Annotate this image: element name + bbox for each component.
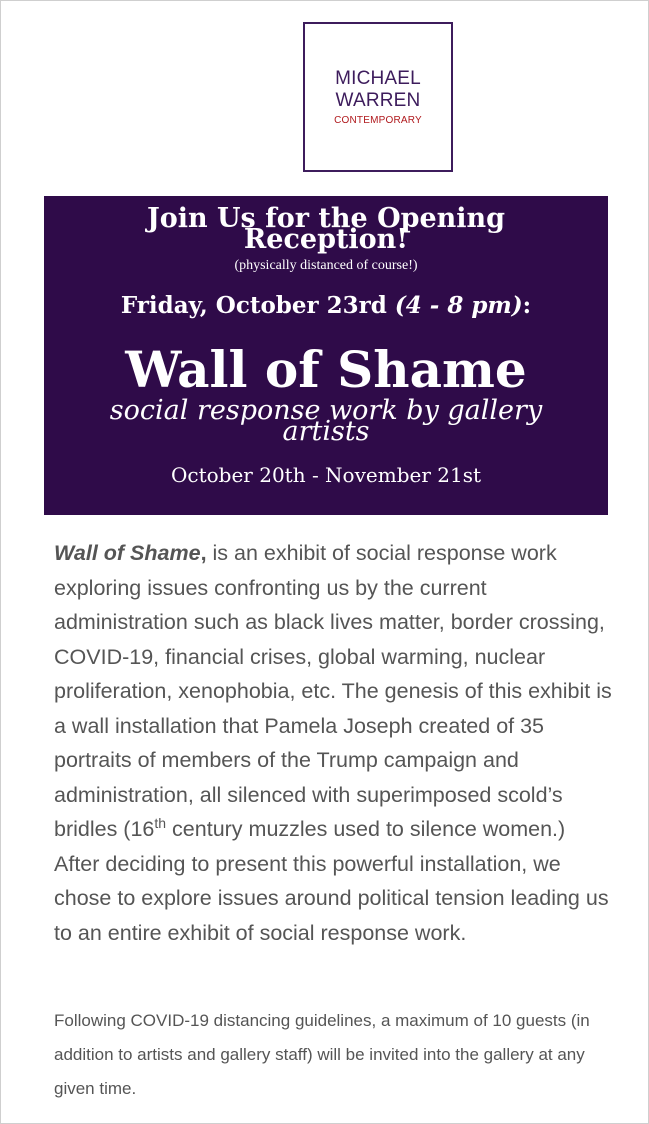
description-text-part1: is an exhibit of social response work exploring issues confronting us by the current administration such as black lives matter, border crossing, COVID-19, financial crises, global warming, nuclear proliferation, xenophobia, etc. The genesis of this exhibit is a wall installation that Pamela Joseph created of 35 portraits of members of the Trump campaign and administration, all silenced with superimposed scold’s bridles (16: [54, 541, 612, 841]
exhibit-subtitle: social response work by gallery artists: [109, 395, 543, 447]
event-date-colon: :: [522, 292, 532, 319]
exhibit-title: Wall of Shame: [125, 340, 527, 399]
exhibit-description: [54, 536, 614, 950]
description-lead-comma: ,: [200, 541, 207, 565]
banner-subheading: (physically distanced of course!): [234, 258, 418, 273]
description-superscript: th: [154, 814, 167, 831]
covid-guidelines-note: Following COVID-19 distancing guidelines, a maximum of 10 guests (in addition to artists and gallery staff) will be invited into the gallery at any given time.: [54, 1011, 590, 1098]
logo-line-michael: MICHAEL: [335, 67, 421, 89]
description-text-part2: century muzzles used to silence women.) After deciding to present this powerful installation, we chose to explore issues around political tension leading us to an entire exhibit of social response work.: [54, 817, 609, 945]
event-date: [44, 292, 608, 320]
event-banner: [44, 196, 608, 515]
logo-line-contemporary: CONTEMPORARY: [334, 114, 422, 126]
event-time: (4 - 8 pm): [394, 292, 523, 319]
description-lead-title: Wall of Shame: [54, 541, 201, 565]
gallery-logo[interactable]: [303, 22, 453, 172]
banner-heading: Join Us for the Opening Reception!: [146, 203, 506, 255]
exhibit-date-range: October 20th - November 21st: [170, 463, 482, 487]
logo-line-warren: WARREN: [335, 89, 421, 111]
event-date-text: Friday, October 23rd: [120, 292, 387, 319]
